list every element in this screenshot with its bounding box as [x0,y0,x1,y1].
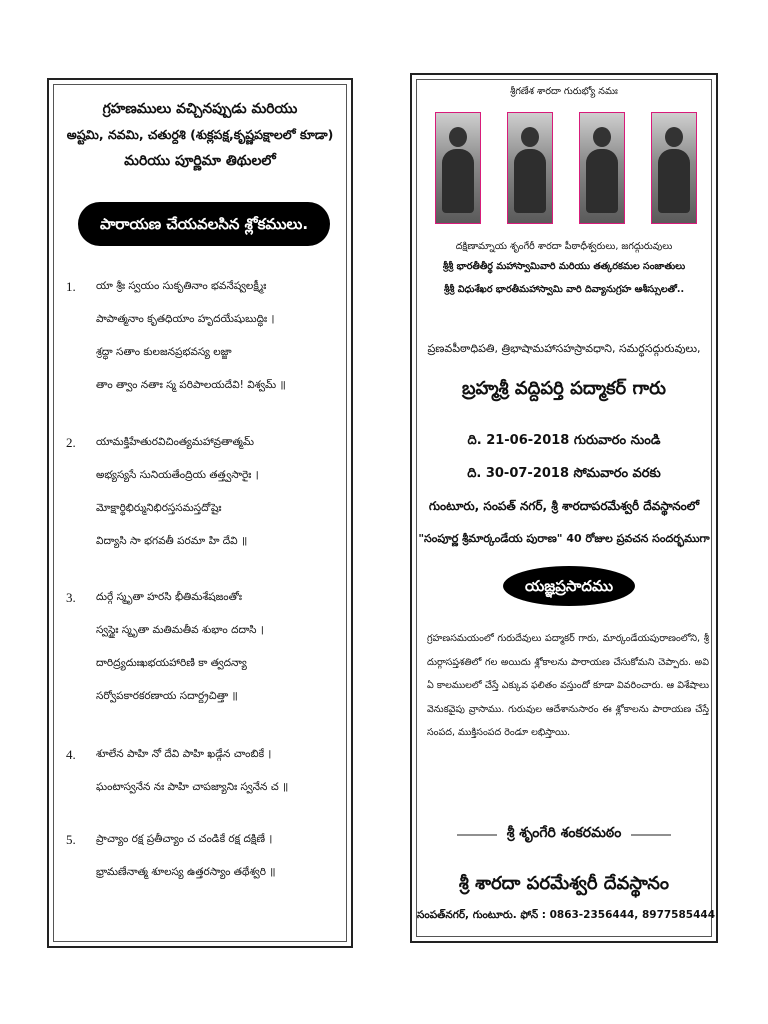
verse-line: ఘంటాస్వనేన నః పాహి చాపజ్యానిః స్వనేన చ ॥ [96,781,289,793]
verse-number: 1. [66,279,76,294]
blessing-line-1: శ్రీశ్రీ భారతీతీర్థ మహాస్వామివారి మరియు తత్కరకమల సంజాతులు [442,261,686,272]
math-name: శ్రీ శృంగేరి శంకరమఠం [506,825,622,841]
heading-line-1: గ్రహణములు వచ్చినప్పుడు మరియు [102,101,298,117]
heading-line-3: మరియు పూర్ణిమా తిథులలో [124,153,276,169]
date-from: ది. 21-06-2018 గురువారం నుండి [467,433,661,448]
guru-image-2 [651,112,697,224]
invocation: శ్రీగణేశ శారదా గురుభ్యో నమః [510,86,618,97]
verse-number: 3. [66,590,76,605]
left-panel [47,78,353,948]
verse-line: అభ్యస్యసే సునియతేంద్రియ తత్త్వసారైః । [96,469,259,481]
verse-number: 4. [66,747,76,762]
heading-line-2: అష్టమి, నవమి, చతుర్దశి (శుక్లపక్ష,కృష్ణపక్షాలలో కూడా) [66,127,334,142]
lineage-text: దక్షిణామ్నాయ శృంగేరీ శారదా పీఠాధీశ్వరులు, జగద్గురువులు [455,241,673,252]
verse-line: శూలేన పాహి నో దేవి పాహి ఖడ్గేన చాంబికే । [96,748,272,760]
description-paragraph: గ్రహణసమయంలో గురుదేవులు పద్మాకర్ గారు, మార్కండేయపురాణంలోని, శ్రీ దుర్గాసప్తశతిలో గల అయిదు శ్లోకాలను పారాయణ చేసుకోమని చెప్పారు. అవి ఏ కాలములలో చేస్తే ఎక్కువ ఫలితం వస్తుందో కూడా వివరించారు. ఆ విశేషాలు వెనుకవైపు వ్రాసాము. గురువుల ఆదేశానుసారం ఈ శ్లోకాలను పారాయణ చేస్తే సంపద, ముక్తిసంపద రెండూ లభిస్తాయి. [427,633,709,738]
ornament-right-icon [631,832,671,838]
verse-line: శ్రద్ధా సతాం కులజనప్రభవస్య లజ్జా [96,346,232,358]
right-panel [410,73,718,943]
right-inner-border [416,79,716,937]
verse-number: 2. [66,435,76,450]
verse-line: సర్వోపకారకరణాయ సదార్ద్రచిత్తా ॥ [96,690,238,702]
verse-line: మోక్షార్థిభిర్మునిభిరస్తసమస్తదోషైః [96,502,222,514]
verse-line: విద్యాసి సా భగవతీ పరమా హి దేవి ॥ [96,535,248,547]
verse-line: యామక్తిహేతురవిచింత్యమహావ్రతాత్మమ్ [96,436,254,448]
verse-line: ప్రాచ్యాం రక్ష ప్రతీచ్యాం చ చండికే రక్ష దక్షిణే । [96,833,273,845]
temple-address: సంపత్‌నగర్, గుంటూరు. ఫోన్ : 0863-2356444, 8977585444 [417,909,716,921]
temple-name: శ్రీ శారదా పరమేశ్వరీ దేవస్థానం [458,873,670,894]
verse-number: 5. [66,832,76,847]
blessing-line-2: శ్రీశ్రీ విధుశేఖర భారతీమహాస్వామి వారి దివ్యానుగ్రహ ఆశీస్సులతో.. [443,284,685,295]
speaker-name: బ్రహ్మశ్రీ వద్దిపర్తి పద్మాకర్ గారు [462,378,666,399]
verse-line: యా శ్రీః స్వయం సుకృతినాం భవనేష్వలక్ష్మీః [96,280,267,292]
verse-line: దారిద్ర్యదుఃఖభయహారిణి కా త్వదన్యా [96,657,247,669]
guru-image-1 [579,112,625,224]
speaker-titles: ప్రణవపీఠాధిపతి, త్రిభాషామహాసహస్రావధాని, సమర్థసద్గురువులు, [427,342,701,355]
shlokas-banner: పారాయణ చేయవలసిన శ్లోకములు. [78,202,330,246]
verse-line: భ్రామణేనాత్మ శూలస్య ఉత్తరస్యాం తథేశ్వరి ॥ [96,866,276,878]
verse-line: స్వస్థైః స్మృతా మతిమతీవ శుభాం దదాసి । [96,624,264,636]
ganesha-image [435,112,481,224]
verse-line: పాపాత్మనాం కృతధియాం హృదయేషుబుద్ధిః । [96,313,275,325]
prasadam-badge: యజ్ఞప్రసాదము [503,566,635,606]
left-inner-border [53,84,347,942]
event-description: "సంపూర్ణ శ్రీమార్కండేయ పురాణ" 40 రోజుల ప్రవచన సందర్భముగా [418,532,710,545]
sharada-devi-image [507,112,553,224]
verse-line: దుర్గే స్మృతా హరసి భీతిమశేషజంతోః [96,591,242,603]
venue: గుంటూరు, సంపత్ నగర్, శ్రీ శారదాపరమేశ్వరీ దేవస్థానంలో [428,499,700,513]
verse-line: తాం త్వాం నతాః స్మ పరిపాలయదేవి! విశ్వమ్ ॥ [96,379,286,391]
date-to: ది. 30-07-2018 సోమవారం వరకు [467,466,661,481]
